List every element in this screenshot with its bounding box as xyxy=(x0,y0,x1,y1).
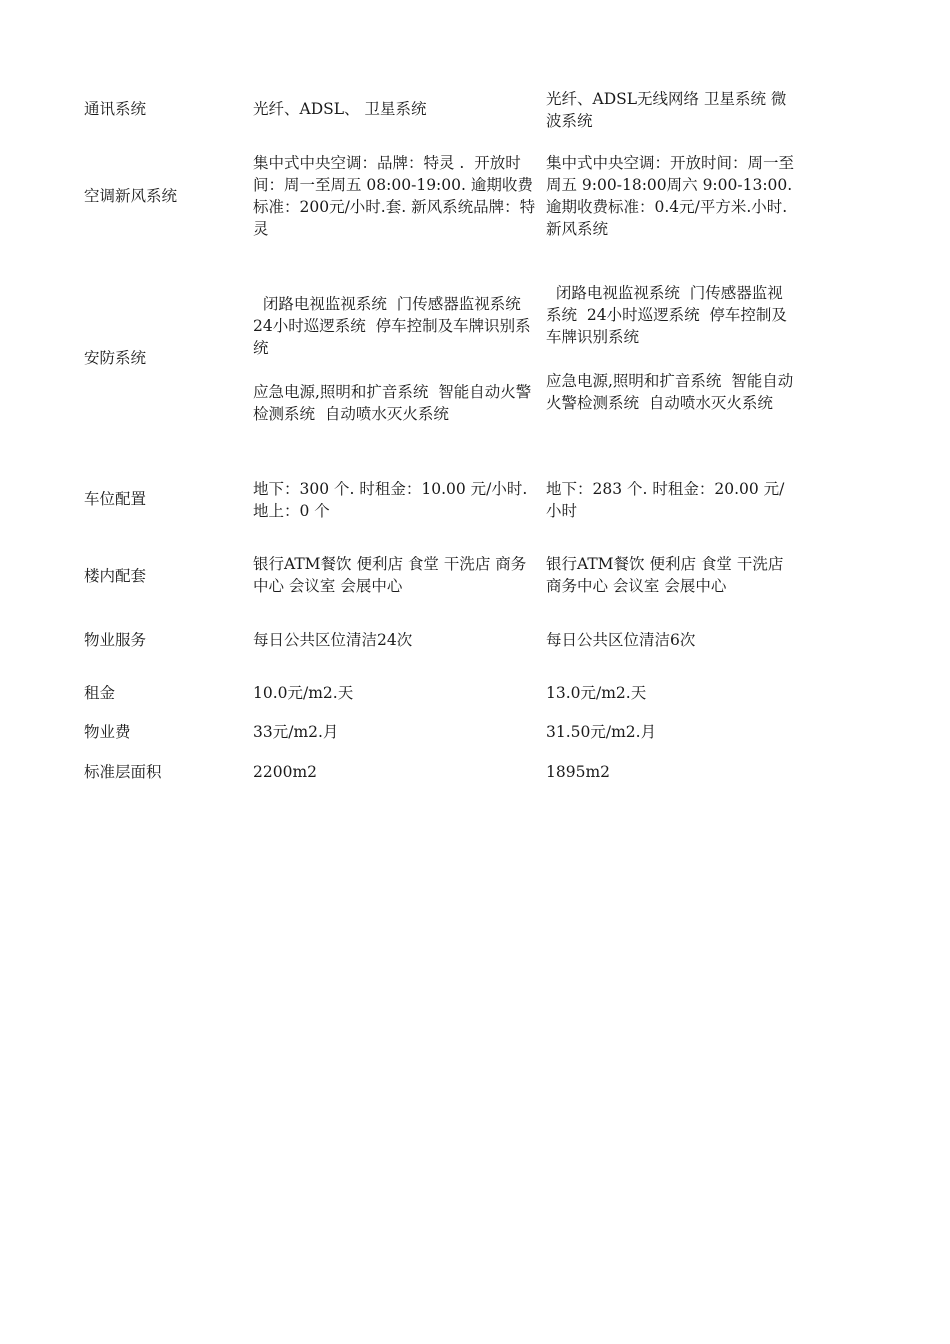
building-a-value xyxy=(253,98,539,120)
building-b-value xyxy=(546,721,796,743)
text-paragraph: 每日公共区位清洁24次 xyxy=(253,631,413,649)
building-a-value xyxy=(253,682,539,704)
building-a-value xyxy=(253,629,539,651)
row-label: 通讯系统 xyxy=(84,100,147,118)
text-paragraph: 集中式中央空调：品牌：特灵 . 开放时间：周一至周五 08:00-19:00. 逾期收费标准：200元/小时.套. 新风系统品牌：特灵 xyxy=(253,154,536,238)
text-paragraph: 银行ATM餐饮 便利店 食堂 干洗店 商务中心 会议室 会展中心 xyxy=(546,555,789,595)
row-label: 车位配置 xyxy=(84,490,147,508)
building-a-value xyxy=(253,721,539,743)
building-b-value xyxy=(546,88,796,132)
building-a-value xyxy=(253,553,539,597)
text-paragraph: 每日公共区位清洁6次 xyxy=(546,631,696,649)
building-b-value xyxy=(546,629,796,651)
row-label: 物业服务 xyxy=(84,631,147,649)
text-paragraph: 2200m2 xyxy=(253,763,318,781)
row-label: 标准层面积 xyxy=(84,763,162,781)
building-b-value xyxy=(546,152,796,240)
text-paragraph: 闭路电视监视系统 门传感器监视系统 24小时巡逻系统 停车控制及车牌识别系统 xyxy=(253,295,531,357)
building-a-value xyxy=(253,478,539,522)
text-paragraph: 33元/m2.月 xyxy=(253,723,339,741)
text-paragraph: 地下：283 个. 时租金：20.00 元/小时 xyxy=(546,480,785,520)
row-label: 空调新风系统 xyxy=(84,187,178,205)
building-b-value xyxy=(546,553,796,597)
row-label: 楼内配套 xyxy=(84,567,147,585)
text-paragraph: 银行ATM餐饮 便利店 食堂 干洗店 商务中心 会议室 会展中心 xyxy=(253,555,527,595)
building-b-value xyxy=(546,682,796,704)
text-paragraph: 应急电源,照明和扩音系统 智能自动火警检测系统 自动喷水灭火系统 xyxy=(253,383,532,423)
text-paragraph: 31.50元/m2.月 xyxy=(546,723,657,741)
building-b-value xyxy=(546,478,796,522)
text-paragraph: 光纤、ADSL无线网络 卫星系统 微波系统 xyxy=(546,90,787,130)
text-paragraph: 闭路电视监视系统 门传感器监视系统 24小时巡逻系统 停车控制及车牌识别系统 xyxy=(546,284,787,346)
text-paragraph: 地下：300 个. 时租金：10.00 元/小时. 地上：0 个 xyxy=(253,480,533,520)
building-b-value xyxy=(546,761,796,783)
text-paragraph: 13.0元/m2.天 xyxy=(546,684,647,702)
text-paragraph: 光纤、ADSL、 卫星系统 xyxy=(253,100,427,118)
building-a-value xyxy=(253,293,539,425)
building-a-value xyxy=(253,761,539,783)
row-label: 物业费 xyxy=(84,723,131,741)
row-label: 安防系统 xyxy=(84,349,147,367)
text-paragraph: 集中式中央空调：开放时间：周一至周五 9:00-18:00周六 9:00-13:00. 逾期收费标准：0.4元/平方米.小时. 新风系统 xyxy=(546,154,798,238)
text-paragraph: 应急电源,照明和扩音系统 智能自动火警检测系统 自动喷水灭火系统 xyxy=(546,372,794,412)
text-paragraph: 10.0元/m2.天 xyxy=(253,684,354,702)
row-label: 租金 xyxy=(84,684,116,702)
building-b-value xyxy=(546,282,796,414)
building-a-value xyxy=(253,152,539,240)
text-paragraph: 1895m2 xyxy=(546,763,611,781)
